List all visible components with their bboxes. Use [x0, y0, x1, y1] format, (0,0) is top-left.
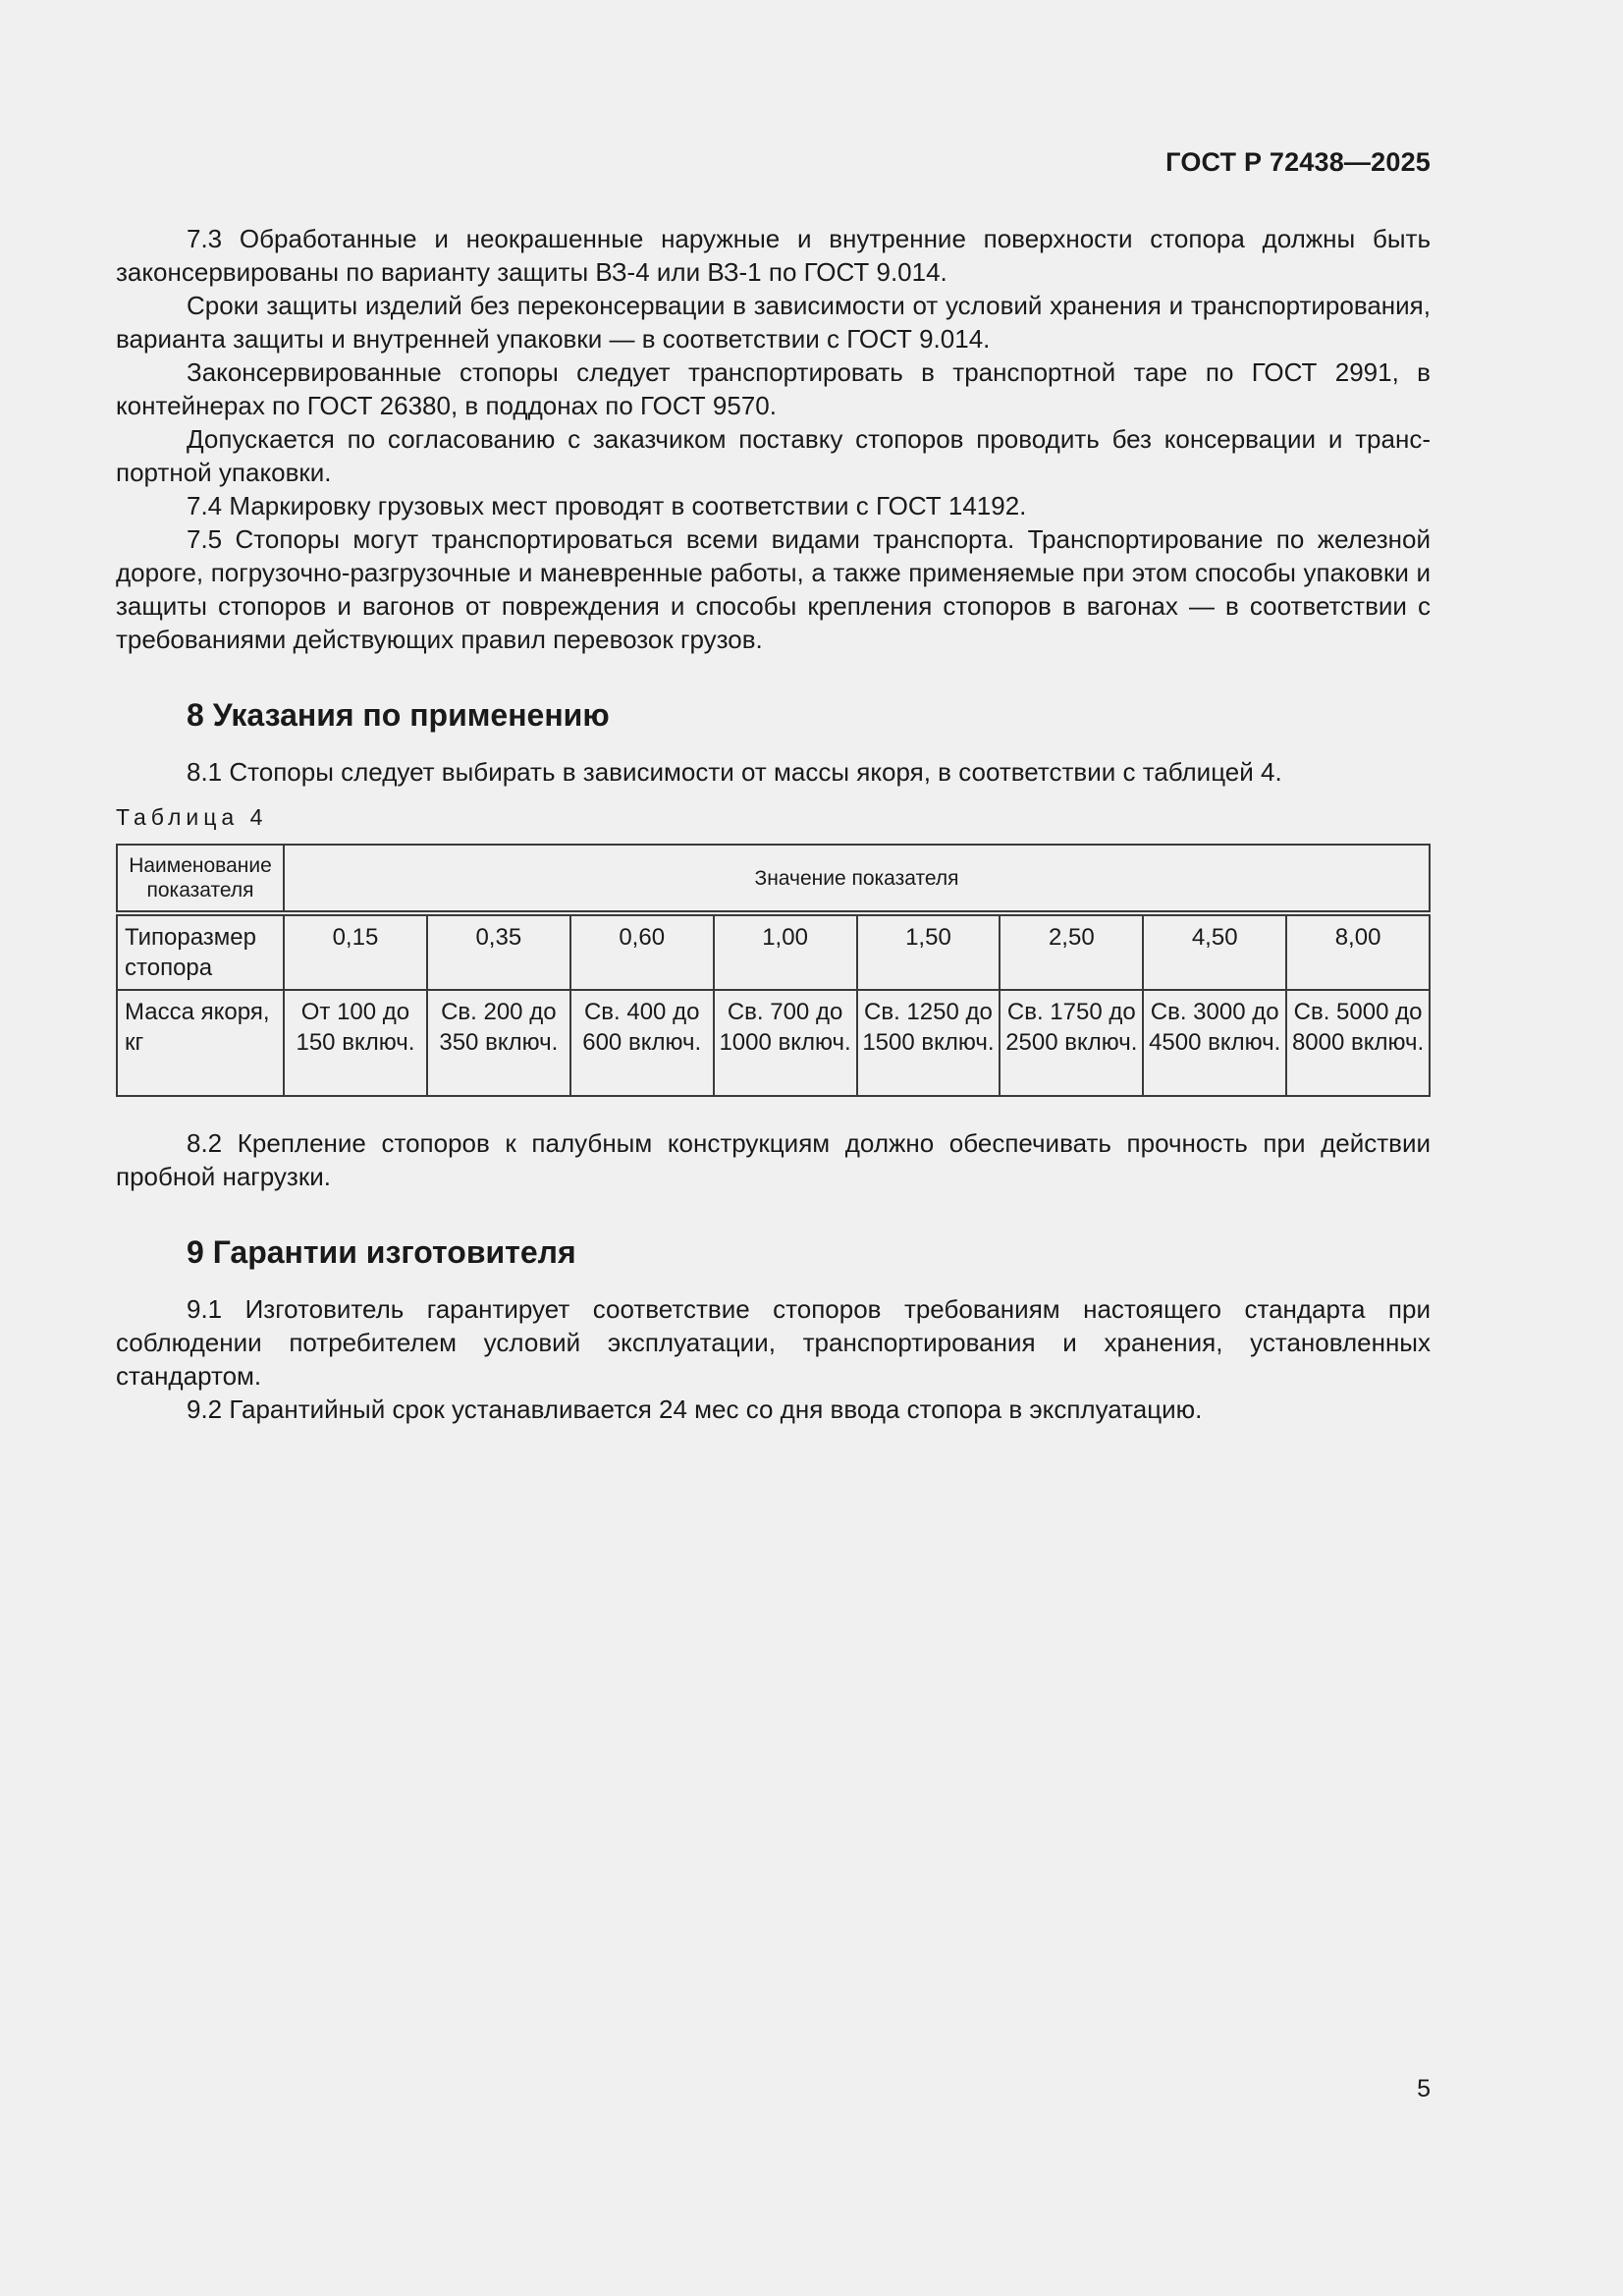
paragraph-7-4: 7.4 Маркировку грузовых мест проводят в соответствии с ГОСТ 14192. — [187, 491, 1027, 520]
table-cell: 0,35 — [427, 913, 570, 990]
table-cell: 8,00 — [1286, 913, 1430, 990]
table-cell: Св. 400 до 600 включ. — [570, 990, 714, 1096]
paragraph-7-3: 7.3 Обработанные и неокрашенные наружные и внутренние поверхности стопора должны быть законсервированы по варианту защиты ВЗ-4 или ВЗ-1 по ГОСТ 9.014. — [116, 224, 1431, 287]
table-cell: 0,15 — [284, 913, 427, 990]
table-row — [117, 990, 1430, 1096]
paragraph-9-2: 9.2 Гарантийный срок устанавливается 24 мес со дня ввода стопора в эксплуатацию. — [187, 1394, 1203, 1424]
table-cell: Св. 200 до 350 включ. — [427, 990, 570, 1096]
paragraph-9-1: 9.1 Изготовитель гарантирует соответствие стопоров требованиям настоящего стандарта при соблюдении потребителем условий эксплуатации, транспортирования и хранения, установленных стандартом. — [116, 1294, 1431, 1391]
table-cell: Св. 3000 до 4500 включ. — [1143, 990, 1286, 1096]
table-cell: Св. 5000 до 8000 включ. — [1286, 990, 1430, 1096]
table-cell: 2,50 — [1000, 913, 1143, 990]
page-number: 5 — [1417, 2075, 1431, 2103]
section-8-heading: 8 Указания по применению — [187, 697, 610, 733]
table-4 — [116, 844, 1431, 1097]
table-cell: 1,50 — [857, 913, 1001, 990]
table-row-label: Масса якоря, кг — [117, 990, 284, 1096]
table-header-indicator-name: Наименование показателя — [117, 845, 284, 913]
paragraph-8-2: 8.2 Крепление стопоров к палубным конструкциям должно обеспечивать прочность при действии пробной нагрузки. — [116, 1128, 1431, 1191]
paragraph-protection-terms: Сроки защиты изделий без переконсервации в зависимости от условий хранения и транспортирования, варианта защиты и внутренней упаковки — в соответствии с ГОСТ 9.014. — [116, 291, 1431, 354]
document-body — [116, 222, 1431, 1426]
table-cell: 4,50 — [1143, 913, 1286, 990]
document-number-header: ГОСТ Р 72438—2025 — [1165, 147, 1431, 177]
table-caption: Таблица 4 — [116, 804, 268, 830]
table-cell: 1,00 — [714, 913, 857, 990]
section-9-heading: 9 Гарантии изготовителя — [187, 1234, 576, 1270]
table-header-row — [117, 845, 1430, 913]
paragraph-7-5: 7.5 Стопоры могут транспортироваться всеми видами транспорта. Транспортирование по железной дороге, погрузочно-разгрузочные и маневренные работы, а также применяемые при этом способы упаковки и защиты стопоров и вагонов от повреждения и способы крепления стопоров в вагонах — в соответствии с требованиями действующих правил перевозок грузов. — [116, 524, 1431, 654]
table-cell: Св. 700 до 1000 включ. — [714, 990, 857, 1096]
table-row-label: Типоразмер стопора — [117, 913, 284, 990]
table-cell: 0,60 — [570, 913, 714, 990]
paragraph-no-conservation: Допускается по согласованию с заказчиком поставку стопоров проводить без консервации и транспортной упаковки. — [116, 424, 1431, 487]
table-header-indicator-value: Значение показателя — [284, 845, 1430, 913]
table-row — [117, 913, 1430, 990]
paragraph-8-1: 8.1 Стопоры следует выбирать в зависимости от массы якоря, в соответствии с таблицей 4. — [187, 757, 1282, 787]
table-cell: От 100 до 150 включ. — [284, 990, 427, 1096]
paragraph-transport-containers: Законсервированные стопоры следует транспортировать в транспортной таре по ГОСТ 2991, в контейнерах по ГОСТ 26380, в поддонах по ГОСТ 9570. — [116, 357, 1431, 420]
table-cell: Св. 1250 до 1500 включ. — [857, 990, 1001, 1096]
table-cell: Св. 1750 до 2500 включ. — [1000, 990, 1143, 1096]
